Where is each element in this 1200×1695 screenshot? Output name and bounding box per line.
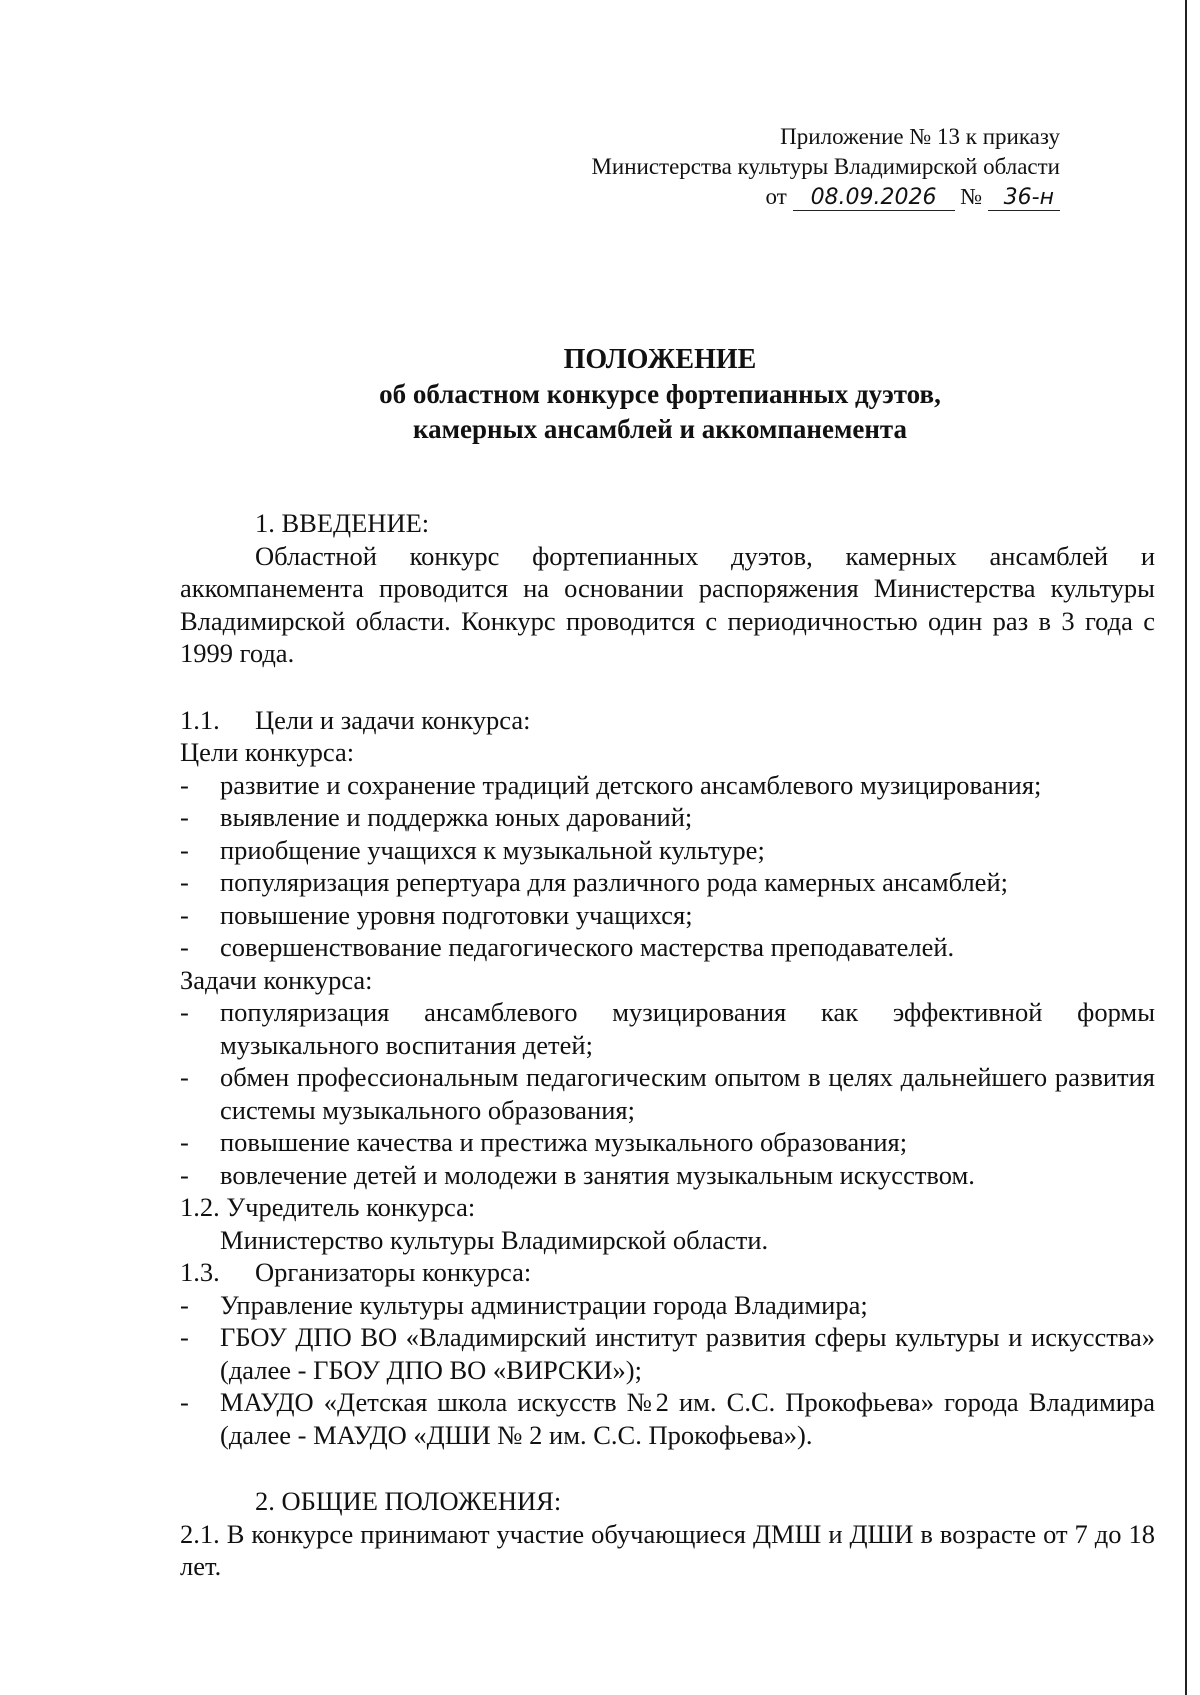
list-item <box>180 1321 1155 1386</box>
list-dash: - <box>180 1062 189 1092</box>
list-dash: - <box>180 769 189 800</box>
document-title <box>0 342 1200 447</box>
list-item-text: Управление культуры администрации города Владимира; <box>220 1289 868 1320</box>
header-line-order <box>591 182 1060 212</box>
header-line-appendix: Приложение № 13 к приказу <box>780 124 1060 149</box>
goals-list <box>180 769 1155 964</box>
header-handwritten-number: 36-н <box>988 186 1060 211</box>
goals-label: Цели конкурса: <box>180 737 355 767</box>
list-item <box>180 1126 1155 1159</box>
list-item <box>180 801 1155 834</box>
list-item-text: выявление и поддержка юных дарований; <box>220 802 693 832</box>
organizers-list <box>180 1289 1155 1452</box>
section-2-heading: 2. ОБЩИЕ ПОЛОЖЕНИЯ: <box>255 1486 562 1516</box>
list-item <box>180 769 1155 802</box>
list-item <box>180 1289 1155 1322</box>
list-item-text: развитие и сохранение традиций детского ансамблевого музицирования; <box>220 769 1042 800</box>
header-line-ministry: Министерства культуры Владимирской области <box>591 154 1060 179</box>
list-item <box>180 1386 1155 1451</box>
list-dash: - <box>180 899 189 930</box>
list-item <box>180 899 1155 932</box>
tasks-list <box>180 996 1155 1191</box>
list-item-text: приобщение учащихся к музыкальной культуре; <box>220 834 765 865</box>
section-1-heading: 1. ВВЕДЕНИЕ: <box>255 508 430 538</box>
title-line-3: камерных ансамблей и аккомпанемента <box>412 414 907 444</box>
list-item <box>180 834 1155 867</box>
title-line-2: об областном конкурсе фортепианных дуэтов, <box>379 379 941 409</box>
paragraph-2-1: 2.1. В конкурсе принимают участие обучающиеся ДМШ и ДШИ в возрасте от 7 до 18 лет. <box>180 1518 1155 1581</box>
list-item <box>180 1159 1155 1192</box>
subsection-1-3-number: 1.3. <box>180 1257 220 1287</box>
list-item-text: повышение уровня подготовки учащихся; <box>220 899 693 930</box>
list-dash: - <box>180 1322 189 1352</box>
subsection-1-3-title: Организаторы конкурса: <box>255 1257 532 1287</box>
list-item-text: вовлечение детей и молодежи в занятия музыкальным искусством. <box>220 1159 975 1190</box>
list-item-text: повышение качества и престижа музыкального образования; <box>220 1127 908 1157</box>
header-ot-label: от <box>765 184 787 209</box>
subsection-1-1-heading <box>180 704 1155 737</box>
subsection-1-2-value: Министерство культуры Владимирской области. <box>220 1224 769 1255</box>
tasks-label: Задачи конкурса: <box>180 964 373 995</box>
document-body <box>180 507 1155 1583</box>
list-dash: - <box>180 1289 189 1320</box>
list-dash: - <box>180 867 189 897</box>
list-item <box>180 1061 1155 1126</box>
list-item-text: популяризация репертуара для различного рода камерных ансамблей; <box>220 867 1008 897</box>
list-item <box>180 931 1155 964</box>
list-dash: - <box>180 1387 189 1417</box>
approval-header <box>591 122 1060 212</box>
title-line-1: ПОЛОЖЕНИЕ <box>563 344 757 375</box>
list-dash: - <box>180 997 189 1027</box>
section-1-intro: Областной конкурс фортепианных дуэтов, камерных ансамблей и аккомпанемента проводится на основании распоряжения Министерства культуры Владимирской области. Конкурс проводится с периодичностью один раз в 3 года с 1999 года. <box>180 540 1155 668</box>
spacer <box>180 1451 1155 1485</box>
header-handwritten-date: 08.09.2026 <box>793 186 955 211</box>
page-edge-line <box>1185 0 1187 1695</box>
list-item-text: ГБОУ ДПО ВО «Владимирский институт развития сферы культуры и искусства» (далее - ГБОУ ДПО ВО «ВИРСКИ»); <box>220 1322 1155 1385</box>
header-no-label: № <box>960 184 983 209</box>
spacer <box>180 670 1155 704</box>
subsection-1-1-number: 1.1. <box>180 704 220 735</box>
subsection-1-2-heading: 1.2. Учредитель конкурса: <box>180 1192 476 1222</box>
list-item-text: обмен профессиональным педагогическим опытом в целях дальнейшего развития системы музыкального образования; <box>220 1062 1155 1125</box>
list-dash: - <box>180 932 189 962</box>
subsection-1-3-heading <box>180 1256 1155 1289</box>
list-item <box>180 866 1155 899</box>
list-item-text: МАУДО «Детская школа искусств №2 им. С.С. Прокофьева» города Владимира (далее - МАУДО «ДШИ № 2 им. С.С. Прокофьева»). <box>220 1387 1155 1450</box>
list-dash: - <box>180 1127 189 1157</box>
list-item <box>180 996 1155 1061</box>
list-dash: - <box>180 802 189 832</box>
list-dash: - <box>180 834 189 865</box>
list-dash: - <box>180 1159 189 1190</box>
list-item-text: популяризация ансамблевого музицирования как эффективной формы музыкального воспитания детей; <box>220 997 1155 1060</box>
subsection-1-1-title: Цели и задачи конкурса: <box>255 704 531 735</box>
list-item-text: совершенствование педагогического мастерства преподавателей. <box>220 932 955 962</box>
